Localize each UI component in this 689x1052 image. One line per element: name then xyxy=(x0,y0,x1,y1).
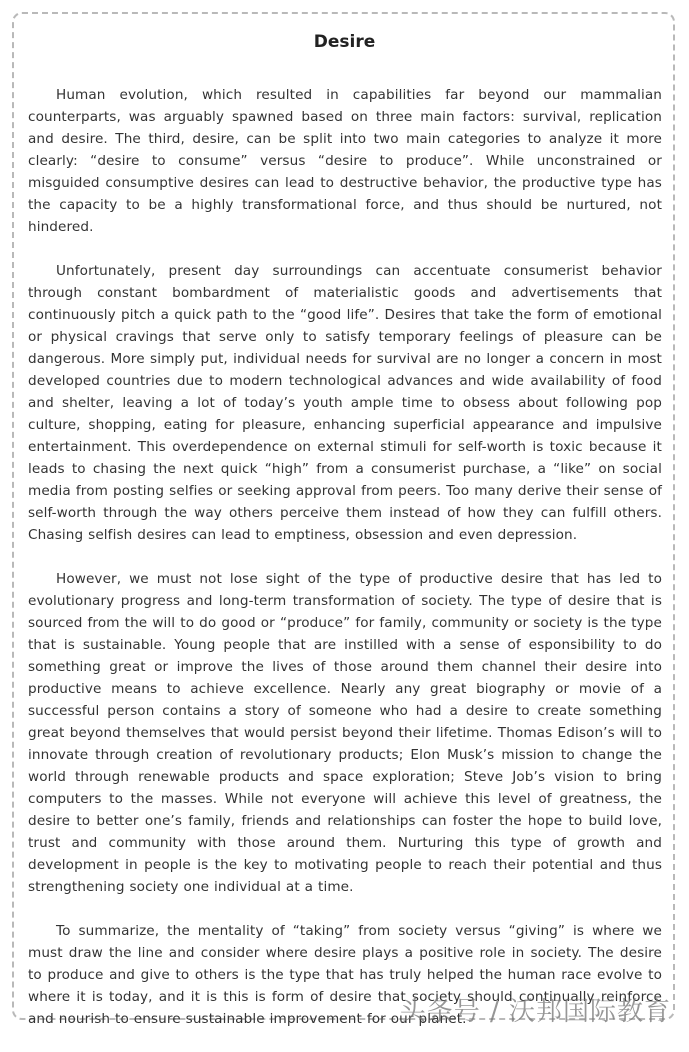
document-body xyxy=(28,84,662,1052)
paragraph-3: However, we must not lose sight of the type of productive desire that has led to evolutionary progress and long-term transformation of society. The type of desire that is sourced from the will to do good or “produce” for family, community or society is the type that is sustainable. Young people that are instilled with a sense of esponsibility to do something great or improve the lives of those around them channel their desire into productive means to achieve excellence. Nearly any great biography or movie of a successful person contains a story of someone who had a desire to create something great beyond themselves that would persist beyond their lifetime. Thomas Edison’s will to innovate through creation of revolutionary products; Elon Musk’s mission to change the world through renewable products and space exploration; Steve Job’s vision to bring computers to the masses. While not everyone will achieve this level of greatness, the desire to better one’s family, friends and relationships can foster the hope to build love, trust and community with those around them. Nurturing this type of growth and development in people is the key to motivating people to reach their potential and thus strengthening society one individual at a time. xyxy=(28,571,662,895)
paragraph-4: To summarize, the mentality of “taking” from society versus “giving” is where we must draw the line and consider where desire plays a positive role in society. The desire to produce and give to others is the type that has truly helped the human race evolve to where it is today, and it is this is form of desire that society should continually reinforce and nourish to ensure sustainable improvement for our planet. xyxy=(28,923,662,1027)
paragraph-2: Unfortunately, present day surroundings can accentuate consumerist behavior through constant bombardment of materialistic goods and advertisements that continuously pitch a quick path to the “good life”. Desires that take the form of emotional or physical cravings that serve only to satisfy temporary feelings of pleasure can be dangerous. More simply put, individual needs for survival are no longer a concern in most developed countries due to modern technological advances and wide availability of food and shelter, leaving a lot of today’s youth ample time to obsess about following pop culture, shopping, eating for pleasure, enhancing superficial appearance and impulsive entertainment. This overdependence on external stimuli for self-worth is toxic because it leads to chasing the next quick “high” from a consumerist purchase, a “like” on social media from posting selfies or seeking approval from peers. Too many derive their sense of self-worth through the way others perceive them instead of how they can fulfill others. Chasing selfish desires can lead to emptiness, obsession and even depression. xyxy=(28,263,662,543)
document-title: Desire xyxy=(313,32,376,52)
paragraph-1: Human evolution, which resulted in capabilities far beyond our mammalian counterparts, was arguably spawned based on three main factors: survival, replication and desire. The third, desire, can be split into two main categories to analyze it more clearly: “desire to consume” versus “desire to produce”. While unconstrained or misguided consumptive desires can lead to destructive behavior, the productive type has the capacity to be a highly transformational force, and thus should be nurtured, not hindered. xyxy=(28,87,662,235)
watermark: 头条号 / 沃邦国际教育 xyxy=(399,997,671,1027)
